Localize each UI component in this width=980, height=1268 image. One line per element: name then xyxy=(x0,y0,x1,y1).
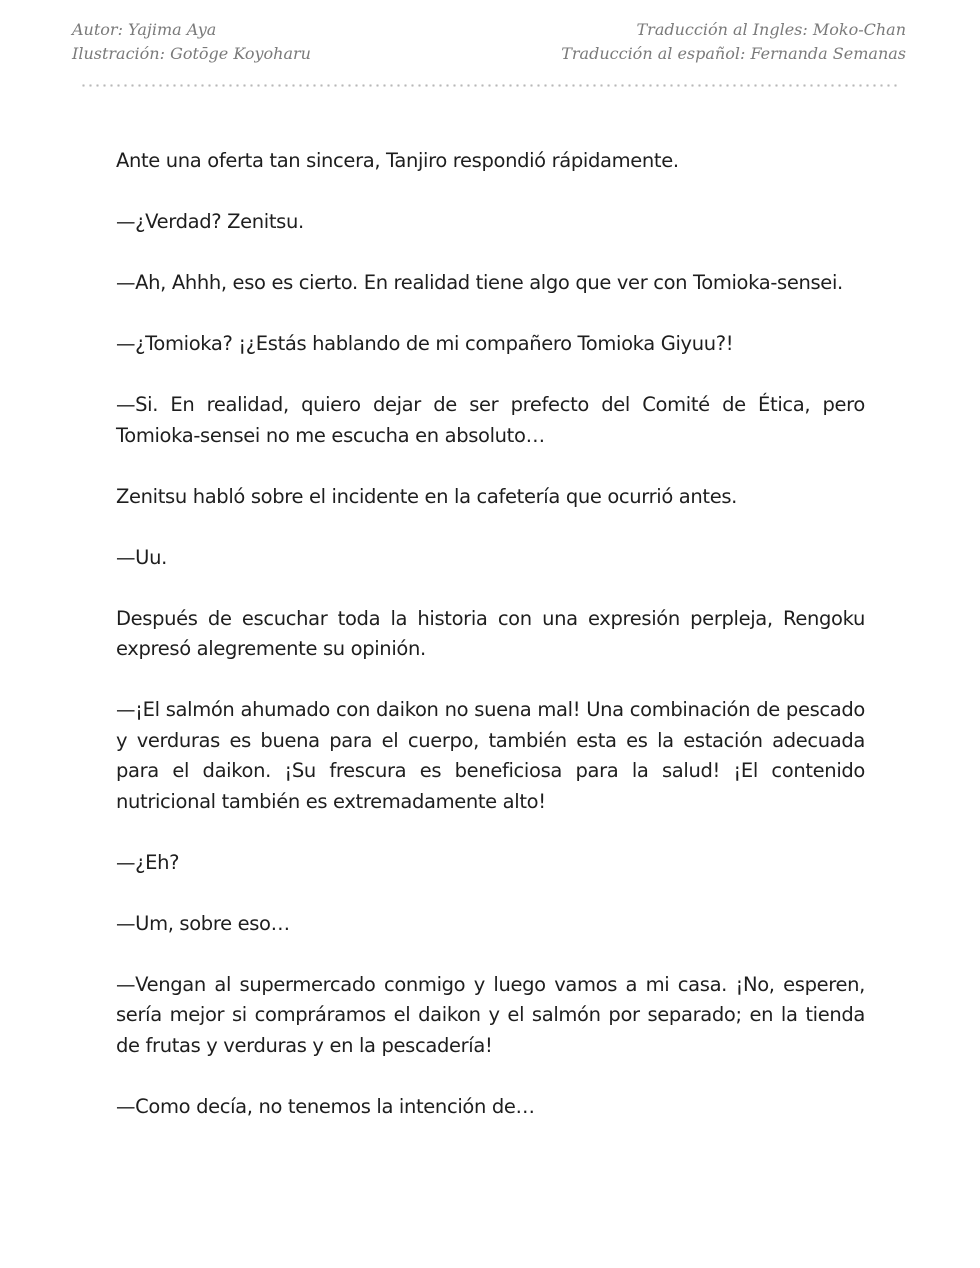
illustration-credit: Ilustración: Gotōge Koyoharu xyxy=(72,44,311,63)
paragraph: —¿Eh? xyxy=(116,850,180,874)
paragraph: —Vengan al supermercado conmigo y luego vamos a mi casa. ¡No, esperen, sería mejor si compráramos el daikon y el salmón por separado; en la tienda de frutas y verduras y en la pescadería! xyxy=(116,972,865,1057)
paragraph: Después de escuchar toda la historia con una expresión perpleja, Rengoku expresó alegremente su opinión. xyxy=(116,606,865,660)
paragraph: —Como decía, no tenemos la intención de… xyxy=(116,1094,535,1118)
header-credits-left xyxy=(72,18,311,66)
paragraph: Zenitsu habló sobre el incidente en la cafetería que ocurrió antes. xyxy=(116,484,738,508)
paragraph: —¿Verdad? Zenitsu. xyxy=(116,210,304,233)
paragraph: —Si. En realidad, quiero dejar de ser prefecto del Comité de Ética, pero Tomioka-sensei no me escucha en absoluto… xyxy=(116,393,865,447)
dotted-divider xyxy=(80,84,898,87)
header-credits-right xyxy=(561,18,906,66)
paragraph: —Ah, Ahhh, eso es cierto. En realidad tiene algo que ver con Tomioka-sensei. xyxy=(116,271,843,294)
page-header xyxy=(72,18,906,68)
paragraph: —¿Tomioka? ¡¿Estás hablando de mi compañero Tomioka Giyuu?! xyxy=(116,332,734,355)
spanish-translation-credit: Traducción al español: Fernanda Semanas xyxy=(561,44,906,63)
paragraph: —¡El salmón ahumado con daikon no suena mal! Una combinación de pescado y verduras es buena para el cuerpo, también esta es la estación adecuada para el daikon. ¡Su frescura es beneficiosa para la salud! ¡El contenido nutricional también es extremadamente alto! xyxy=(116,698,865,813)
paragraph: —Uu. xyxy=(116,545,167,569)
story-text xyxy=(116,146,865,1153)
english-translation-credit: Traducción al Ingles: Moko-Chan xyxy=(636,20,906,39)
author-credit: Autor: Yajima Aya xyxy=(72,20,217,39)
paragraph: —Um, sobre eso… xyxy=(116,911,290,935)
paragraph: Ante una oferta tan sincera, Tanjiro respondió rápidamente. xyxy=(116,149,679,172)
